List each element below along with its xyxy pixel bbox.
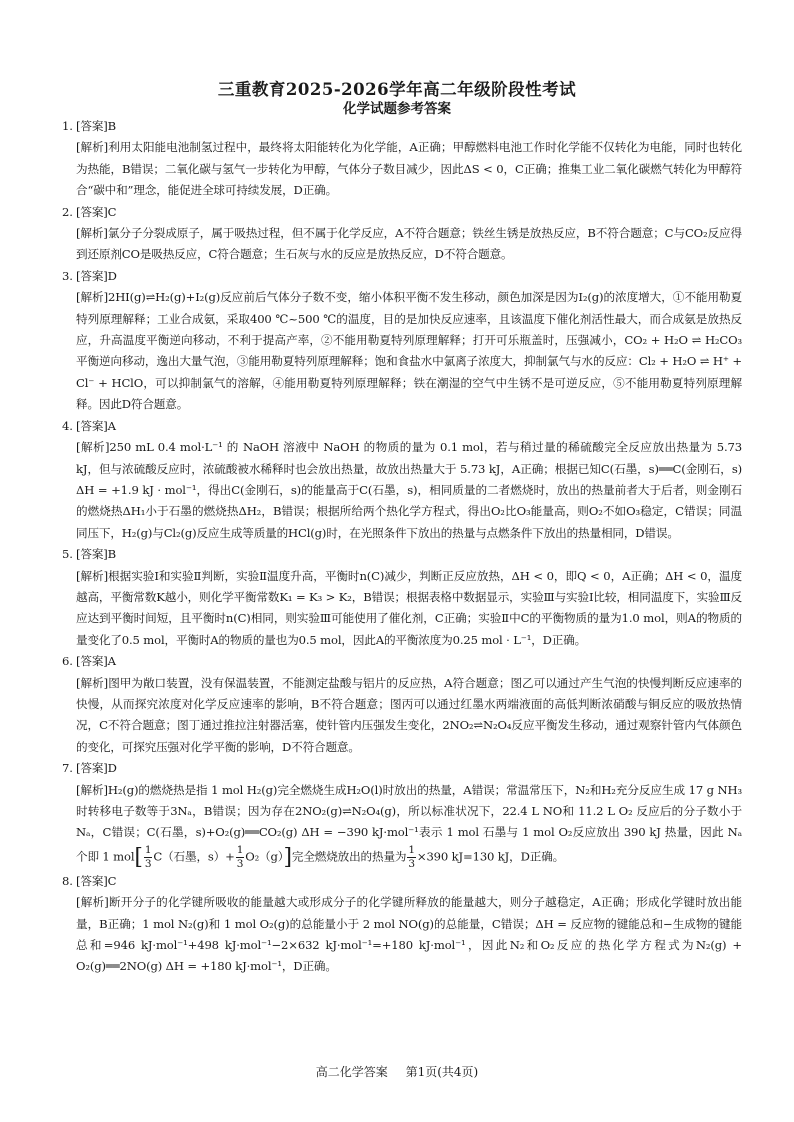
analysis-part-d: 完全燃烧放出的热量为 [291,849,407,864]
question-7 [62,758,742,871]
analysis-text: [解析]根据实验Ⅰ和实验Ⅱ判断，实验Ⅱ温度升高，平衡时n(C)减少，判断正反应放热，ΔH < 0，即Q < 0，A正确；ΔH < 0，温度越高，平衡常数K越小，则化学平衡常数K₁ = K₃ > K₂，B错误；根据表格中数据显示，实验Ⅲ与实验Ⅰ比较，相同温度下，实验Ⅲ反应达到平衡时间短，且平衡时n(C)相同，则实验Ⅲ可能使用了催化剂，C正确；实验Ⅱ中C的平衡物质的量为1.0 mol，则A的物质的量变化了0.5 mol，平衡时A的物质的量也为0.5 mol，因此A的平衡浓度为0.25 mol · L⁻¹，D正确。 [76,568,742,647]
question-number: 1. [62,119,73,133]
analysis-part-e: ×390 kJ=130 kJ，D正确。 [416,849,565,864]
analysis-text: [解析]断开分子的化学键所吸收的能量越大或形成分子的化学键所释放的能量越大，则分子越稳定，A正确；形成化学键时放出能量，B正确；1 mol N₂(g)和 1 mol O₂(g)的总能量小于 2 mol NO(g)的总能量，C错误；ΔH = 反应物的键能总和−生成物的键能总和=946 kJ·mol⁻¹+498 kJ·mol⁻¹−2×632 kJ·mol⁻¹=+180 kJ·mol⁻¹，因此N₂和O₂反应的热化学方程式为N₂(g) + O₂(g)══2NO(g) ΔH = +180 kJ·mol⁻¹，D正确。 [76,895,742,974]
question-5 [62,544,742,651]
question-6 [62,651,742,758]
answer-key: [答案]A [76,654,116,669]
question-4 [62,416,742,544]
answer-key: [答案]D [76,268,117,283]
fraction-one-third [144,844,153,871]
answer-content [62,116,742,978]
question-3 [62,266,742,416]
analysis-part-b: C（石墨，s）+ [153,849,235,864]
answer-key: [答案]A [76,418,116,433]
fraction-denominator: 3 [408,857,415,870]
question-1 [62,116,742,202]
page-subtitle: 化学试题参考答案 [343,101,451,117]
fraction-one-third [407,844,416,871]
bracket-open: [ [134,844,143,870]
analysis-text: [解析]利用太阳能电池制氢过程中，最终将太阳能转化为化学能，A正确；甲醇燃料电池工作时化学能不仅转化为电能，同时也转化为热能，B错误；二氧化碳与氢气一步转化为甲醇，气体分子数目减少，因此ΔS < 0，C正确；推集工业二氧化碳燃气转化为甲醇符合“碳中和”理念，能促进全球可持续发展，D正确。 [76,140,742,198]
answer-key: [答案]B [76,119,117,133]
fraction-numerator: 1 [408,843,415,856]
answer-key: [答案]C [76,873,117,888]
answer-key: [答案]C [76,204,117,219]
answer-key: [答案]B [76,547,117,562]
analysis-text: [解析]2HI(g)⇌H₂(g)+I₂(g)反应前后气体分子数不变，缩小体积平衡不发生移动，颜色加深是因为I₂(g)的浓度增大，①不能用勒夏特列原理解释；工业合成氨，采取400 ℃~500 ℃的温度，目的是加快反应速率，且该温度下催化剂活性最大，而合成氨是放热反应，升高温度平衡逆向移动，不利于提高产率，②不能用勒夏特列原理解释；打开可乐瓶盖时，压强减小，CO₂ + H₂O ⇌ H₂CO₃ 平衡逆向移动，逸出大量气泡，③能用勒夏特列原理解释；饱和食盐水中氯离子浓度大，抑制氯气与水的反应：Cl₂ + H₂O ⇌ H⁺ + Cl⁻ + HClO，可以抑制氯气的溶解，④能用勒夏特列原理解释；铁在潮湿的空气中生锈不是可逆反应，⑤不能用勒夏特列原理解释。因此D符合题意。 [76,290,742,412]
analysis-text: [解析]250 mL 0.4 mol·L⁻¹ 的 NaOH 溶液中 NaOH 的物质的量为 0.1 mol，若与稍过量的稀硫酸完全反应放出热量为 5.73 kJ，但与浓硫酸反应时，浓硫酸被水稀释时也会放出热量，故放出热量大于 5.73 kJ，A正确；根据已知C(石墨，s)══C(金刚石，s) ΔH = +1.9 kJ · mol⁻¹，得出C(金刚石，s)的能量高于C(石墨，s)，相同质量的二者燃烧时，放出的热量前者大于后者，则金刚石的燃烧热ΔH₁小于石墨的燃烧热ΔH₂，B错误；根据所给两个热化学方程式，得出O₂比O₃能量高，则O₂不如O₃稳定，C错误；同温同压下，H₂(g)与Cl₂(g)反应生成等质量的HCl(g)时，在光照条件下放出的热量与点燃条件下放出的热量相同，D错误。 [76,440,742,540]
question-number: 8. [62,873,73,888]
question-2 [62,202,742,266]
analysis-text: [解析]氯分子分裂成原子，属于吸热过程，但不属于化学反应，A不符合题意；铁丝生锈是放热反应，B不符合题意；C与CO₂反应得到还原剂CO是吸热反应，C符合题意；生石灰与水的反应是放热反应，D不符合题意。 [76,226,742,262]
page-title: 三重教育2025-2026学年高二年级阶段性考试 [217,80,577,99]
question-number: 2. [62,204,73,219]
analysis-part-a: [解析]H₂(g)的燃烧热是指 1 mol H₂(g)完全燃烧生成H₂O(l)时放出的热量，A错误；常温常压下，N₂和H₂充分反应生成 17 g NH₃ 时转移电子数等于3Nₐ，B错误；因为存在2NO₂(g)⇌N₂O₄(g)，所以标准状况下，22.4 L NO和 11.2 L O₂ 反应后的分子数小于 Nₐ，C错误；C(石墨，s)+O₂(g)══CO₂(g) ΔH = −390 kJ·mol⁻¹表示 1 mol 石墨与 1 mol O₂反应放出 390 kJ 热量，因此 Nₐ 个即 1 mol [76,782,742,864]
analysis-part-c: O₂（g） [245,849,284,864]
question-number: 6. [62,654,73,669]
page-footer [0,1063,794,1080]
question-number: 3. [62,268,73,283]
bracket-close: ] [283,844,292,870]
fraction-numerator: 1 [144,843,152,856]
question-number: 7. [62,761,73,776]
footer-course: 高二化学答案 [315,1065,388,1079]
question-number: 4. [62,418,73,433]
fraction-denominator: 3 [236,857,244,870]
fraction-denominator: 3 [144,857,152,870]
fraction-one-third [236,844,245,871]
answer-key: [答案]D [76,761,117,776]
question-8 [62,871,742,978]
footer-page-number: 第1页(共4页) [405,1065,479,1079]
fraction-numerator: 1 [236,843,244,856]
analysis-text: [解析]图甲为敞口装置，没有保温装置，不能测定盐酸与铝片的反应热，A符合题意；图乙可以通过产生气泡的快慢判断反应速率的快慢，从而探究浓度对化学反应速率的影响，B不符合题意；图丙可以通过红墨水两端液面的高低判断浓硝酸与铜反应的吸放热情况，C不符合题意；图丁通过推拉注射器活塞，使针管内压强发生变化，2NO₂⇌N₂O₄反应平衡发生移动，通过观察针管内气体颜色的变化，可探究压强对化学平衡的影响，D不符合题意。 [76,675,742,754]
analysis-text [62,780,742,871]
question-number: 5. [62,547,73,562]
